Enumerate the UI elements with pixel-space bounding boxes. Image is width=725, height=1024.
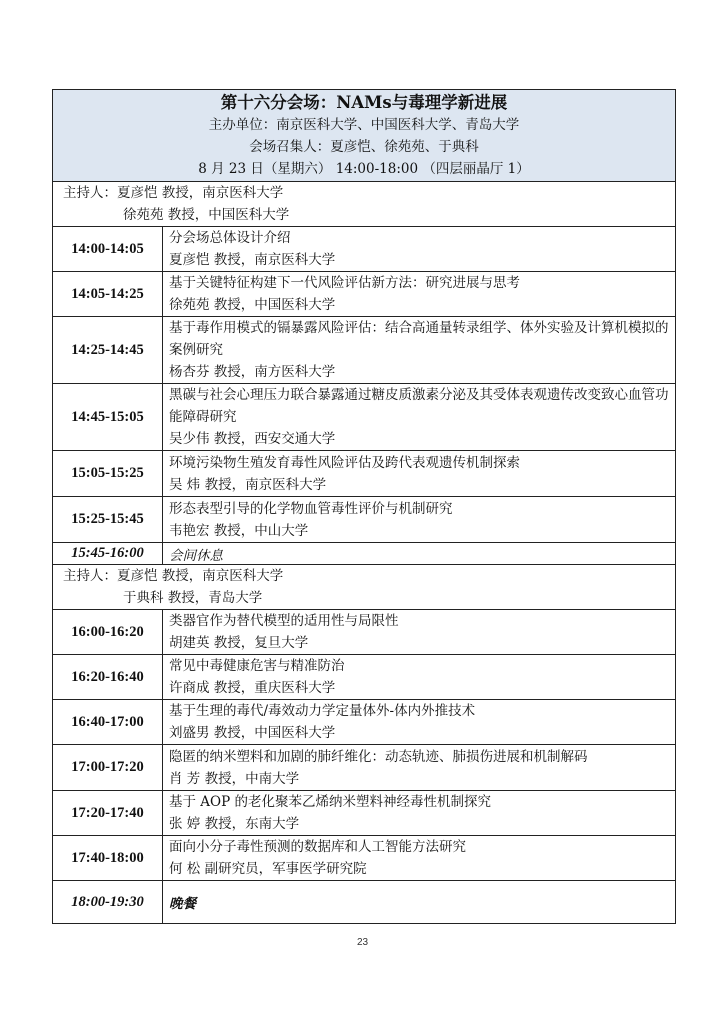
talk-speaker: 刘盛男 教授，中国医科大学 — [169, 725, 336, 741]
talk-title: 隐匿的纳米塑料和加剧的肺纤维化：动态轨迹、肺损伤进展和机制解码 — [169, 748, 588, 765]
talk-time: 17:40-18:00 — [53, 836, 163, 881]
session-header — [53, 90, 676, 182]
talk-row — [53, 497, 676, 543]
talk-row — [53, 451, 676, 497]
talk-speaker: 杨杏芬 教授，南方医科大学 — [169, 364, 336, 380]
talk-details — [163, 272, 676, 317]
talk-row — [53, 791, 676, 836]
talk-title: 环境污染物生殖发育毒性风险评估及跨代表观遗传机制探索 — [169, 454, 520, 471]
talk-time: 16:20-16:40 — [53, 655, 163, 700]
talk-time: 14:25-14:45 — [53, 317, 163, 384]
talk-time: 14:00-14:05 — [53, 227, 163, 272]
talk-row — [53, 745, 676, 791]
talk-title: 面向小分子毒性预测的数据库和人工智能方法研究 — [169, 839, 466, 855]
talk-details — [163, 317, 676, 384]
break-label: 会间休息 — [163, 543, 676, 565]
talk-details — [163, 655, 676, 700]
talk-speaker: 肖 芳 教授，中南大学 — [169, 770, 300, 787]
talk-title: 分会场总体设计介绍 — [169, 230, 291, 246]
talk-title: 基于毒作用模式的镉暴露风险评估：结合高通量转录组学、体外实验及计算机模拟的案例研究 — [169, 320, 669, 358]
talk-time: 16:00-16:20 — [53, 610, 163, 655]
talk-speaker: 徐苑苑 教授，中国医科大学 — [169, 297, 336, 313]
break-row — [53, 543, 676, 565]
host-row-1 — [53, 182, 676, 227]
host-line: 于典科 教授，青岛大学 — [123, 590, 263, 606]
talk-speaker: 夏彦恺 教授，南京医科大学 — [169, 252, 336, 268]
talk-title: 基于生理的毒代/毒效动力学定量体外-体内外推技术 — [169, 703, 476, 719]
talk-details — [163, 227, 676, 272]
talk-details — [163, 836, 676, 881]
talk-title: 类器官作为替代模型的适用性与局限性 — [169, 613, 399, 629]
session-title: 第十六分会场：NAMs与毒理学新进展 — [220, 92, 508, 112]
talk-row — [53, 700, 676, 745]
schedule-table — [52, 89, 676, 924]
host-cell-1 — [53, 182, 676, 227]
host-line: 徐苑苑 教授，中国医科大学 — [123, 207, 290, 223]
talk-details — [163, 384, 676, 451]
talk-title: 常见中毒健康危害与精准防治 — [169, 658, 345, 674]
host-line: 主持人：夏彦恺 教授，南京医科大学 — [63, 185, 284, 201]
talk-details — [163, 497, 676, 543]
talk-speaker: 吴 炜 教授，南京医科大学 — [169, 476, 327, 493]
talk-speaker: 胡建英 教授，复旦大学 — [169, 635, 309, 651]
conveners: 会场召集人：夏彦恺、徐苑苑、于典科 — [249, 138, 479, 155]
talk-details — [163, 745, 676, 791]
talk-row — [53, 272, 676, 317]
header-row — [53, 90, 676, 182]
talk-speaker: 吴少伟 教授，西安交通大学 — [169, 431, 336, 447]
talk-row — [53, 610, 676, 655]
organizers: 主办单位：南京医科大学、中国医科大学、青岛大学 — [208, 116, 520, 133]
dinner-row — [53, 881, 676, 924]
talk-time: 15:05-15:25 — [53, 451, 163, 497]
talk-speaker: 何 松 副研究员，军事医学研究院 — [169, 861, 367, 877]
talk-details — [163, 700, 676, 745]
talk-title: 基于关键特征构建下一代风险评估新方法：研究进展与思考 — [169, 275, 520, 291]
page-number: 23 — [356, 937, 369, 948]
talk-time: 17:00-17:20 — [53, 745, 163, 791]
talk-details — [163, 610, 676, 655]
talk-details — [163, 451, 676, 497]
talk-details — [163, 791, 676, 836]
host-line: 主持人：夏彦恺 教授，南京医科大学 — [63, 568, 284, 584]
talk-title: 黑碳与社会心理压力联合暴露通过糖皮质激素分泌及其受体表观遗传改变致心血管功能障碍研究 — [169, 387, 669, 425]
talk-row — [53, 317, 676, 384]
talk-row — [53, 655, 676, 700]
talk-time: 15:25-15:45 — [53, 497, 163, 543]
talk-row — [53, 836, 676, 881]
talk-title: 形态表型引导的化学物血管毒性评价与机制研究 — [169, 500, 453, 517]
break-time: 15:45-16:00 — [53, 543, 163, 565]
talk-row — [53, 384, 676, 451]
host-cell-2 — [53, 565, 676, 610]
talk-time: 14:05-14:25 — [53, 272, 163, 317]
talk-time: 14:45-15:05 — [53, 384, 163, 451]
session-datetime: 8 月 23 日（星期六） 14:00-18:00 （四层丽晶厅 1） — [198, 160, 530, 177]
dinner-time: 18:00-19:30 — [53, 881, 163, 924]
talk-time: 16:40-17:00 — [53, 700, 163, 745]
talk-title: 基于 AOP 的老化聚苯乙烯纳米塑料神经毒性机制探究 — [169, 794, 491, 810]
host-row-2 — [53, 565, 676, 610]
talk-speaker: 张 婷 教授，东南大学 — [169, 816, 300, 832]
talk-speaker: 许商成 教授，重庆医科大学 — [169, 680, 336, 696]
talk-time: 17:20-17:40 — [53, 791, 163, 836]
talk-speaker: 韦艳宏 教授，中山大学 — [169, 522, 309, 539]
talk-row — [53, 227, 676, 272]
dinner-label: 晚餐 — [163, 881, 676, 924]
